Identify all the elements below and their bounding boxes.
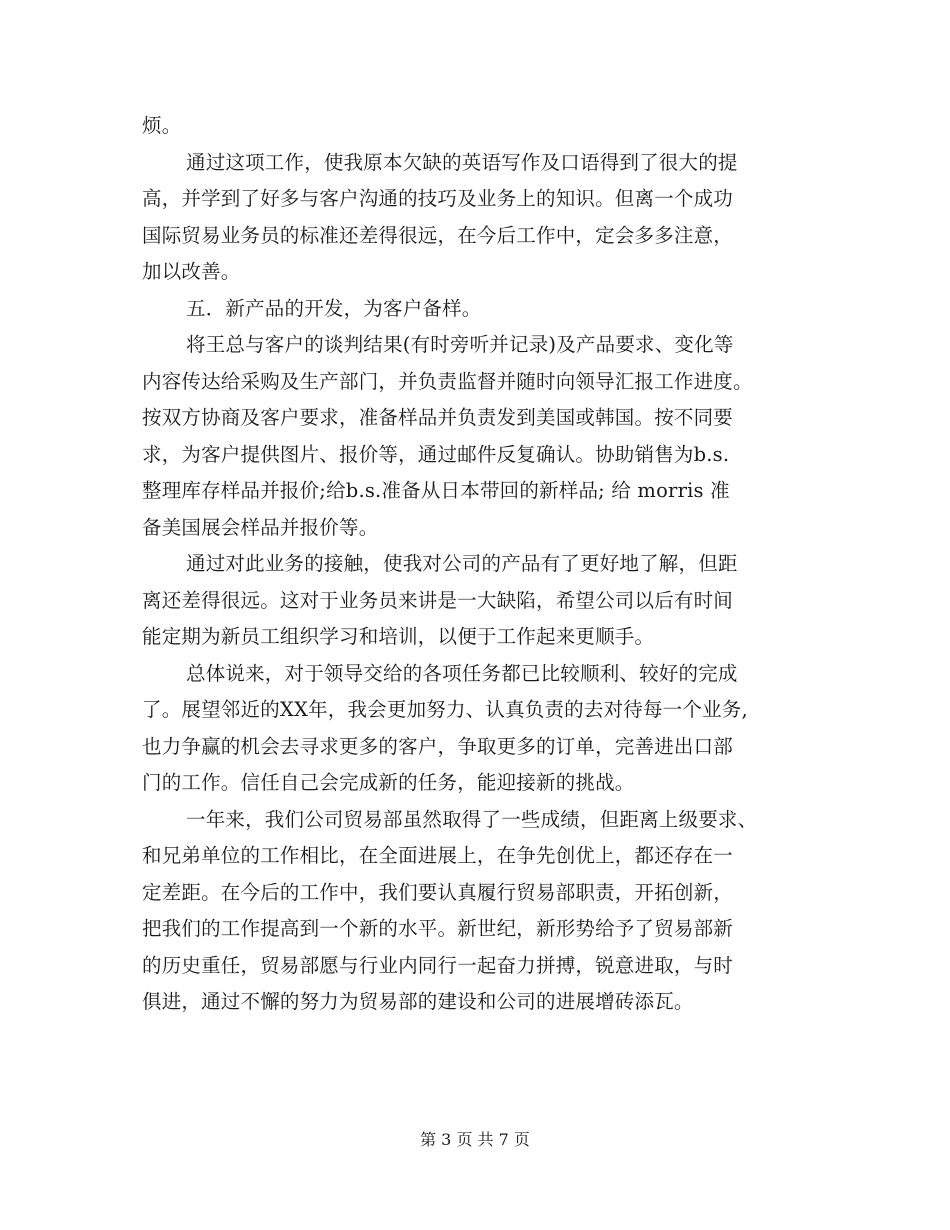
page-footer: 第 3 页 共 7 页 [420, 1130, 530, 1149]
text-line: 五．新产品的开发，为客户备样。 [186, 296, 482, 320]
text-line: 按双方协商及客户要求，准备样品并负责发到美国或韩国。按不同要 [142, 406, 734, 429]
text-line: 将王总与客户的谈判结果(有时旁听并记录)及产品要求、变化等 [186, 333, 734, 356]
text-line: 通过对此业务的接触，使我对公司的产品有了更好地了解，但距 [186, 552, 738, 575]
text-line: 高，并学到了好多与客户沟通的技巧及业务上的知识。但离一个成功 [142, 187, 734, 210]
text-line: 国际贸易业务员的标准还差得很远，在今后工作中，定会多多注意， [142, 223, 734, 247]
text-line: 烦。 [142, 114, 182, 137]
text-line: 求，为客户提供图片、报价等，通过邮件反复确认。协助销售为b.s. [142, 442, 730, 466]
text-line: 定差距。在今后的工作中，我们要认真履行贸易部职责，开拓创新， [142, 880, 734, 904]
text-line: 了。展望邻近的XX年，我会更加努力、认真负责的去对待每一个业务, [142, 698, 748, 721]
document-body [142, 108, 812, 1021]
text-line: 备美国展会样品并报价等。 [142, 515, 379, 539]
text-line: 总体说来，对于领导交给的各项任务都已比较顺利、较好的完成 [186, 661, 738, 685]
text-line: 内容传达给采购及生产部门，并负责监督并随时向领导汇报工作进度。 [142, 369, 753, 393]
text-line: 离还差得很远。这对于业务员来讲是一大缺陷，希望公司以后有时间 [142, 588, 734, 612]
text-line: 俱进，通过不懈的努力为贸易部的建设和公司的进展增砖添瓦。 [142, 990, 694, 1013]
text-line: 和兄弟单位的工作相比，在全面进展上，在争先创优上，都还存在一 [142, 844, 734, 867]
text-line: 加以改善。 [142, 260, 241, 283]
text-line: 门的工作。信任自己会完成新的任务，能迎接新的挑战。 [142, 771, 635, 794]
text-line: 整理库存样品并报价;给b.s.准备从日本带回的新样品; 给 morris 准 [142, 479, 730, 502]
text-line: 也力争赢的机会去寻求更多的客户，争取更多的订单，完善进出口部 [142, 734, 734, 758]
text-line: 能定期为新员工组织学习和培训，以便于工作起来更顺手。 [142, 625, 655, 648]
text-line: 通过这项工作，使我原本欠缺的英语写作及口语得到了很大的提 [186, 150, 738, 174]
text-line: 的历史重任，贸易部愿与行业内同行一起奋力拼搏，锐意进取，与时 [142, 953, 734, 977]
text-line: 把我们的工作提高到一个新的水平。新世纪，新形势给予了贸易部新 [142, 917, 734, 940]
text-line: 一年来，我们公司贸易部虽然取得了一些成绩，但距离上级要求、 [186, 807, 758, 831]
